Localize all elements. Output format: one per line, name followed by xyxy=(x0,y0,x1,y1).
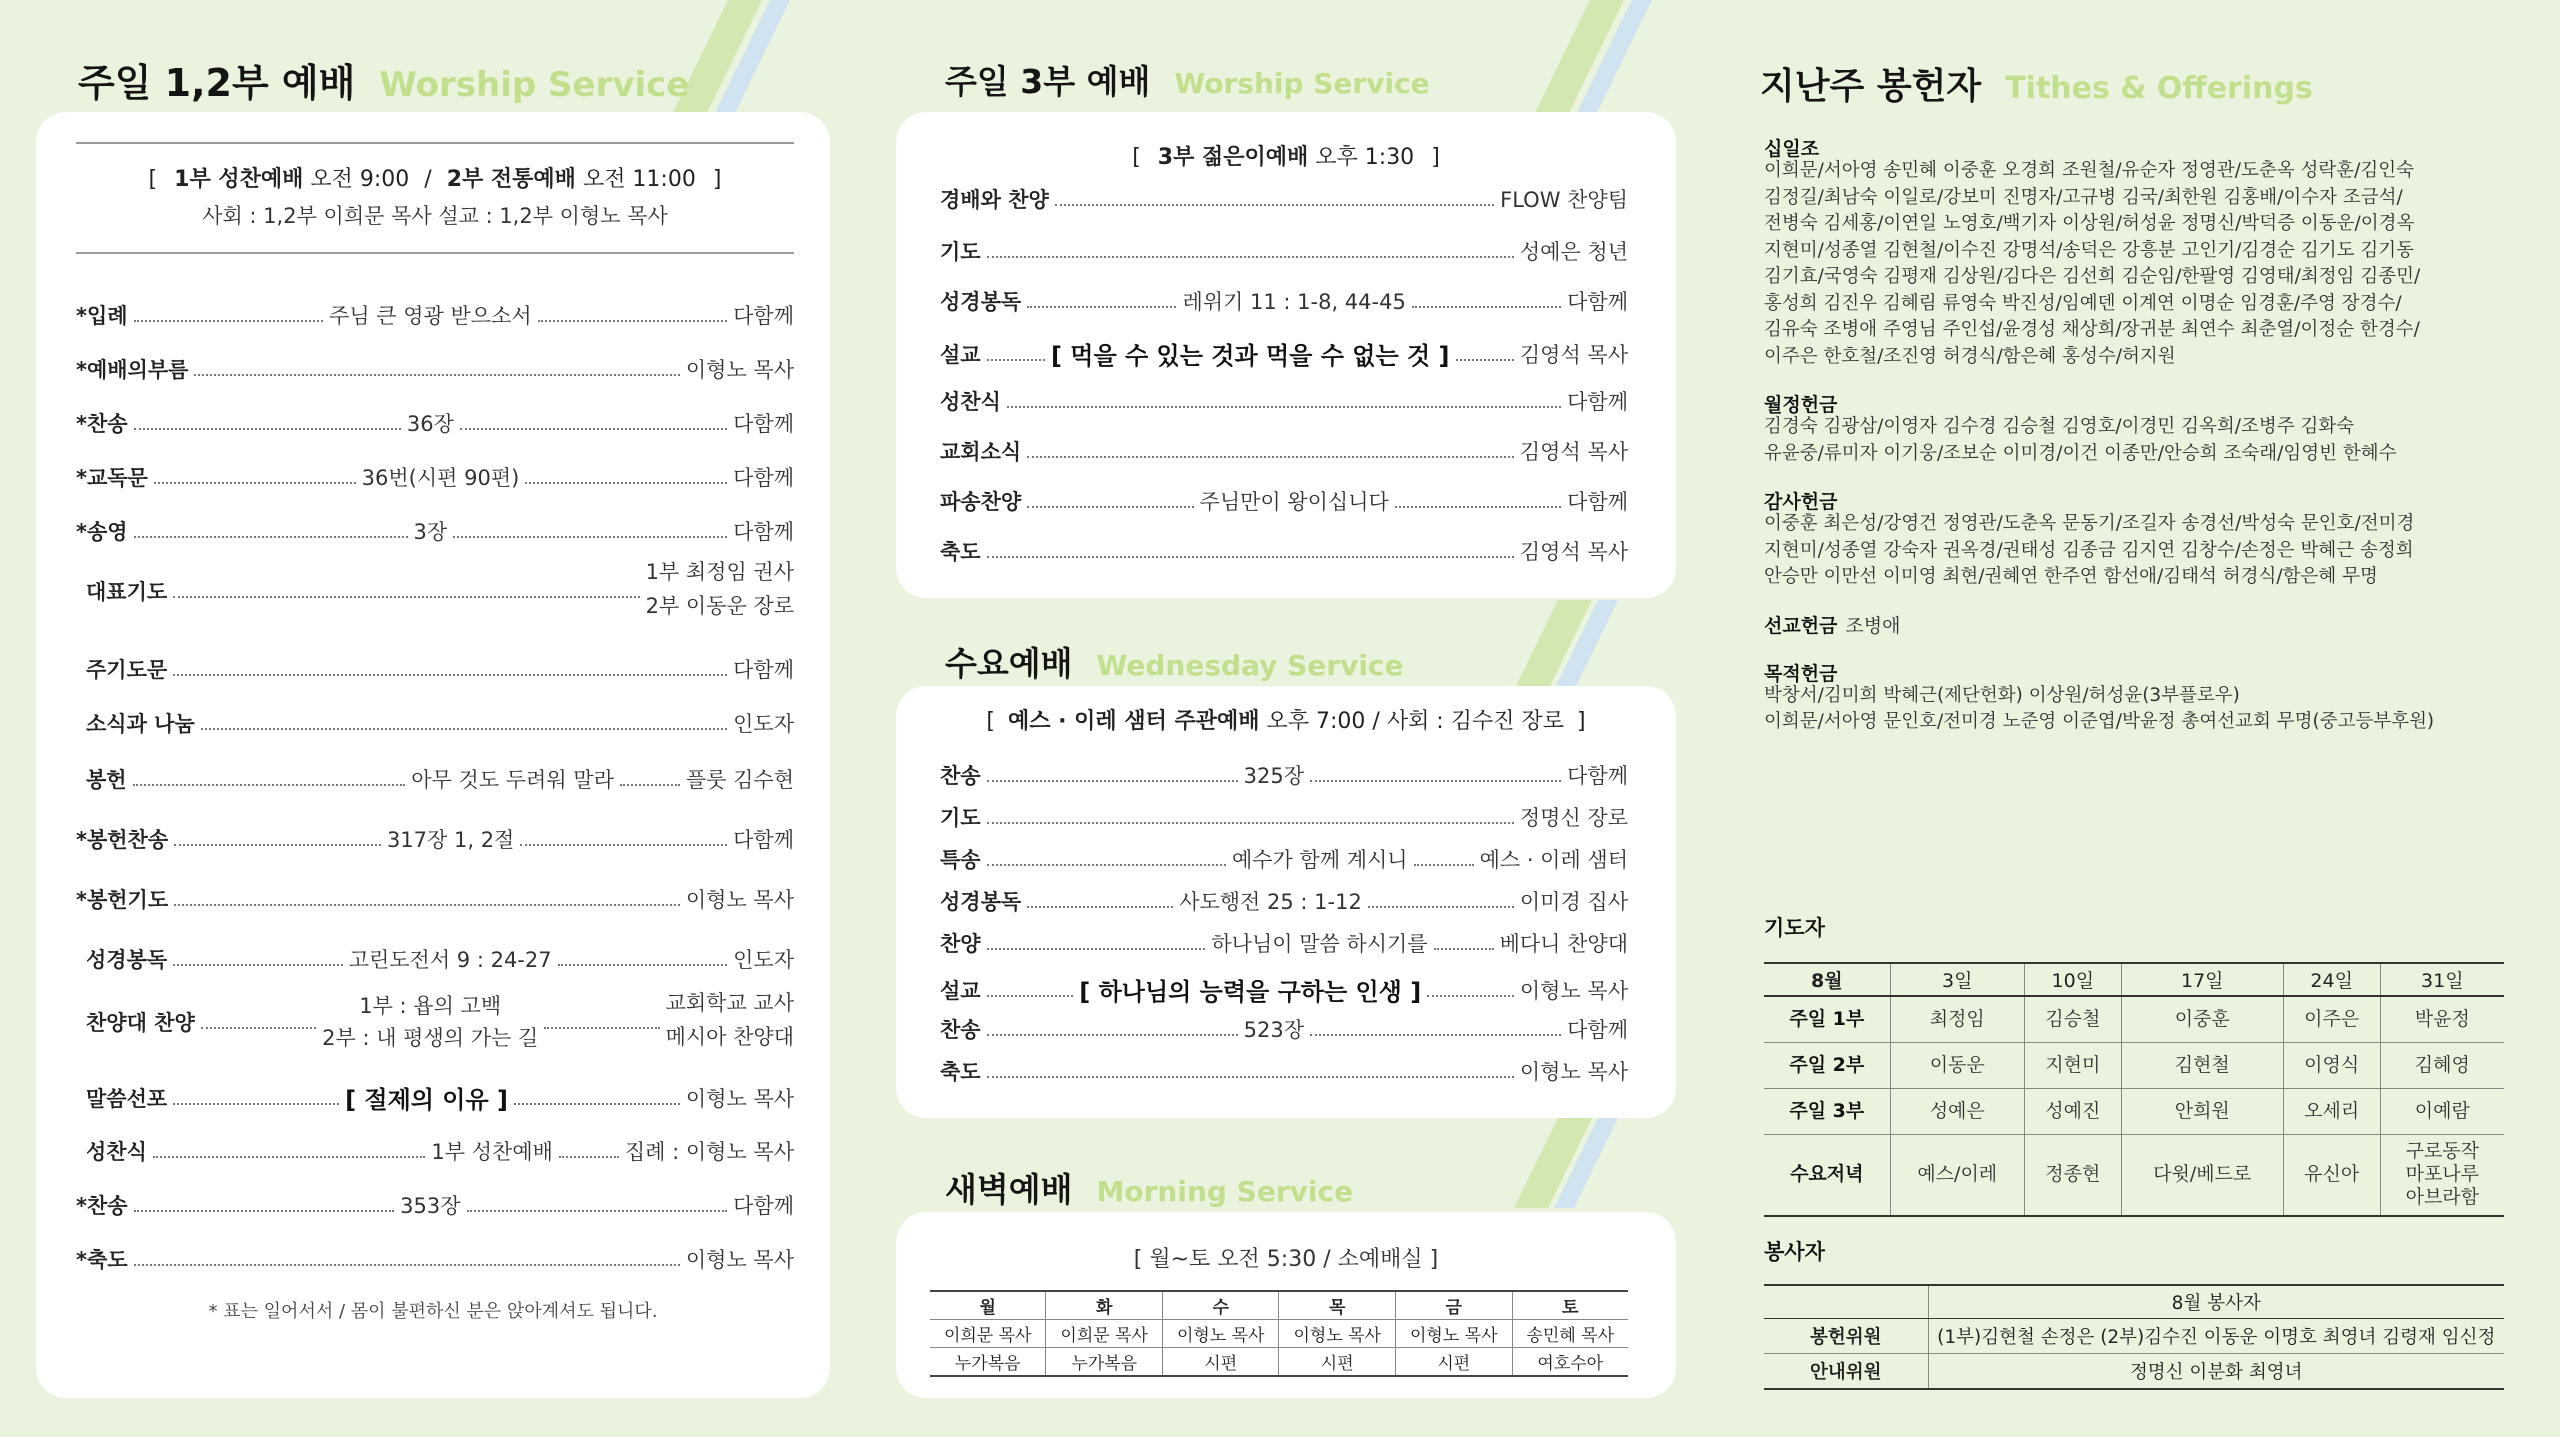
leader-dots xyxy=(467,1210,728,1212)
row-right-multi xyxy=(666,986,794,1054)
worship-row xyxy=(930,886,1628,916)
prayer-head-cell: 3일 xyxy=(1890,963,2024,996)
offering-line: 지현미/성종열 김현철/이수진 강명석/송덕은 강흥분 고인기/김경순 김기도 김기동 xyxy=(1764,239,2414,261)
dawn-cell: 시편 xyxy=(1279,1348,1396,1377)
dawn-cell: 이희문 목사 xyxy=(930,1320,1046,1348)
worship-row xyxy=(76,1190,794,1220)
title-en: Morning Service xyxy=(1096,1175,1354,1208)
offering-line: 김기효/국영숙 김평재 김상원/김다은 김선희 김순임/한팔영 김영태/최정임 김종민/ xyxy=(1764,266,2421,287)
offering-names xyxy=(1764,683,2544,736)
row-right: 이형노 목사 xyxy=(685,888,794,912)
row-mid-multi xyxy=(322,990,538,1054)
leader-dots xyxy=(174,844,381,846)
row-label: 찬양 xyxy=(940,932,981,956)
row-label: *교독문 xyxy=(76,466,148,490)
row-mid: 주님 큰 영광 받으소서 xyxy=(329,304,532,328)
leader-dots xyxy=(538,320,727,322)
row-label: 소식과 나눔 xyxy=(86,712,195,736)
prayer-cell: 오세리 xyxy=(2283,1088,2380,1134)
row-right-multi xyxy=(646,555,794,623)
leader-dots xyxy=(987,822,1514,824)
prayer-cell: 성예진 xyxy=(2024,1088,2121,1134)
prayer-cell: 이예람 xyxy=(2380,1088,2504,1134)
title-en: Wednesday Service xyxy=(1096,649,1404,682)
row-right: 다함께 xyxy=(733,1194,795,1218)
row-right: 다함께 xyxy=(1567,764,1628,788)
prayer-row xyxy=(1764,1042,2504,1088)
dawn-cell: 이형노 목사 xyxy=(1162,1320,1279,1348)
prayer-cell: 이영식 xyxy=(2283,1042,2380,1088)
row-right: 김영석 목사 xyxy=(1519,342,1628,367)
leader-dots xyxy=(520,844,727,846)
leader-dots xyxy=(1395,506,1561,508)
leader-dots xyxy=(134,320,323,322)
prayer-cell: 이동운 xyxy=(1890,1042,2024,1088)
row-label: 대표기도 xyxy=(86,580,168,604)
leader-dots xyxy=(174,904,680,906)
row-mid: 사도행전 25 : 1-12 xyxy=(1179,890,1362,914)
prayer-cell: 구로동작 마포나루 아브라함 xyxy=(2380,1134,2504,1216)
worship-row xyxy=(76,764,794,794)
title-ko: 수요예배 xyxy=(945,644,1073,683)
dawn-cell: 화 xyxy=(1046,1291,1163,1320)
offering-line: 이주은 한호철/조진영 허경식/함은혜 홍성수/허지원 xyxy=(1764,345,2176,367)
divider xyxy=(76,142,794,144)
leader-dots xyxy=(1027,456,1514,458)
worship-row xyxy=(76,654,794,684)
row-label: 성경봉독 xyxy=(940,290,1022,314)
leader-dots xyxy=(173,964,343,966)
row-label: 성경봉독 xyxy=(86,948,168,972)
row-right: 김영석 목사 xyxy=(1519,540,1628,564)
row-label: 찬송 xyxy=(940,764,981,788)
servers-caption: 8월 봉사자 xyxy=(1928,1285,2504,1319)
row-right: 플룻 김수현 xyxy=(685,768,794,792)
offering-names xyxy=(1764,414,2544,467)
row-right: 이미경 집사 xyxy=(1519,890,1628,914)
worship-row xyxy=(930,1014,1628,1044)
dawn-cell: 여호수아 xyxy=(1512,1348,1628,1377)
title-en: Tithes & Offerings xyxy=(2005,71,2313,106)
servers-row xyxy=(1764,1354,2504,1390)
row-label: *봉헌찬송 xyxy=(76,828,169,852)
offering-line: 김경숙 김광삼/이영자 김수경 김승철 김영호/이경민 김옥희/조병주 김화숙 xyxy=(1764,416,2355,437)
dawn-cell: 시편 xyxy=(1396,1348,1513,1377)
leader-dots xyxy=(987,864,1226,866)
worship-row xyxy=(930,972,1628,1007)
worship-row xyxy=(76,1080,794,1115)
leader-dots xyxy=(514,1103,680,1105)
dawn-cell: 누가복음 xyxy=(1046,1348,1163,1377)
row-label: 경배와 찬양 xyxy=(940,188,1049,212)
leader-dots xyxy=(544,1027,659,1029)
title-ko: 지난주 봉헌자 xyxy=(1760,66,1982,107)
worship-row xyxy=(930,236,1628,266)
prayer-cell: 수요저녁 xyxy=(1790,1163,1864,1186)
offering-line: 유윤중/류미자 이기웅/조보순 이미경/이건 이종만/안승희 조숙래/임영빈 한혜수 xyxy=(1764,442,2397,464)
worship-row xyxy=(930,760,1628,790)
prayer-cell: 주일 3부 xyxy=(1764,1088,1890,1134)
row-right: 다함께 xyxy=(1567,290,1628,314)
offering-heading: 선교헌금 조병애 xyxy=(1764,614,1901,637)
leader-dots xyxy=(173,596,639,598)
offering-line: 지현미/성종열 강숙자 권옥경/권태성 김종금 김지연 김창수/손정은 박혜근 송정희 xyxy=(1764,539,2414,561)
prayer-header-row xyxy=(1764,963,2504,996)
dawn-cell: 시편 xyxy=(1162,1348,1279,1377)
prayer-table xyxy=(1764,962,2504,1217)
row-mid: 3장 xyxy=(413,520,448,544)
row-right: 이형노 목사 xyxy=(685,1086,795,1111)
row-right-line: 1부 최정임 권사 xyxy=(645,560,794,584)
title-ko: 주일 3부 예배 xyxy=(945,62,1151,101)
offering-line: 이중훈 최은성/강영건 정영관/도춘옥 문동기/조길자 송경선/박성숙 문인호/전미경 xyxy=(1764,513,2415,534)
row-mid: 예수가 함께 계시니 xyxy=(1231,848,1408,872)
worship-row xyxy=(930,336,1628,371)
prayer-cell: 안희원 xyxy=(2121,1088,2283,1134)
dawn-cell: 수 xyxy=(1162,1291,1279,1320)
leader-dots xyxy=(987,359,1045,361)
title-en: Worship Service xyxy=(1174,67,1430,100)
offering-line: 전병숙 김세홍/이연일 노영호/백기자 이상원/허성윤 정명신/박덕증 이동운/이경옥 xyxy=(1764,213,2415,234)
row-mid: 317장 1, 2절 xyxy=(386,828,515,852)
prayer-cell: 성예은 xyxy=(1890,1088,2024,1134)
servers-title: 봉사자 xyxy=(1764,1240,1825,1264)
row-mid: 레위기 11 : 1-8, 44-45 xyxy=(1182,290,1406,314)
worship-row xyxy=(76,408,794,438)
row-right: 다함께 xyxy=(1567,490,1629,514)
prayer-row xyxy=(1764,996,2504,1042)
dawn-cell: 이형노 목사 xyxy=(1279,1320,1396,1348)
leader-dots xyxy=(1027,306,1176,308)
service-header: [ 예스 · 이레 샘터 주관예배 오후 7:00 / 사회 : 김수진 장로 ] xyxy=(986,709,1586,734)
row-label: 교회소식 xyxy=(940,440,1022,464)
row-mid: 325장 xyxy=(1243,764,1305,788)
leader-dots xyxy=(154,482,356,484)
row-label: 축도 xyxy=(940,1060,981,1084)
officiants: 사회 : 1,2부 이희문 목사 설교 : 1,2부 이형노 목사 xyxy=(202,204,668,228)
row-label: *송영 xyxy=(76,520,128,544)
row-label: *입례 xyxy=(76,304,128,328)
dawn-cell: 토 xyxy=(1512,1291,1628,1320)
dawn-row xyxy=(930,1348,1628,1377)
row-label: 축도 xyxy=(940,540,981,564)
prayer-cell: 김혜영 xyxy=(2380,1042,2504,1088)
servers-cell: 정명신 이분화 최영녀 xyxy=(1928,1354,2504,1390)
prayer-cell: 다윗/베드로 xyxy=(2121,1134,2283,1216)
servers-caption-row xyxy=(1764,1285,2504,1319)
prayer-cell: 박윤정 xyxy=(2380,996,2504,1042)
row-right: 집례 : 이형노 목사 xyxy=(624,1140,794,1164)
worship-row xyxy=(930,436,1628,466)
prayer-cell: 주일 2부 xyxy=(1764,1042,1890,1088)
row-label: 성경봉독 xyxy=(940,890,1022,914)
worship-row xyxy=(76,516,794,546)
prayer-head-cell: 24일 xyxy=(2283,963,2380,996)
prayer-cell: 최정임 xyxy=(1890,996,2024,1042)
row-mid: 353장 xyxy=(400,1194,461,1218)
row-mid: [ 먹을 수 있는 것과 먹을 수 없는 것 ] xyxy=(1050,342,1450,370)
row-right: 정명신 장로 xyxy=(1519,806,1628,830)
worship-row xyxy=(76,824,794,854)
leader-dots xyxy=(620,784,680,786)
prayer-cell: 예스/이레 xyxy=(1890,1134,2024,1216)
row-mid: 아무 것도 두려워 말라 xyxy=(411,768,614,792)
leader-dots xyxy=(1055,204,1494,206)
row-mid: 1부 성찬예배 xyxy=(431,1140,553,1164)
worship-row xyxy=(76,300,794,330)
servers-cell: 안내위원 xyxy=(1810,1362,1882,1383)
leader-dots xyxy=(525,482,727,484)
worship-row xyxy=(930,1056,1628,1086)
row-mid: 36장 xyxy=(406,412,454,436)
dawn-schedule-table xyxy=(930,1290,1628,1377)
row-right: 다함께 xyxy=(1567,390,1628,414)
prayer-cell: 주일 1부 xyxy=(1764,996,1890,1042)
worship-row xyxy=(930,928,1628,958)
worship-row xyxy=(930,536,1628,566)
worship-row xyxy=(76,884,794,914)
section-title-sunday12 xyxy=(78,52,689,107)
dawn-row xyxy=(930,1291,1628,1320)
row-mid: 주님만이 왕이십니다 xyxy=(1199,490,1389,514)
row-right: 이형노 목사 xyxy=(1519,1060,1628,1084)
offering-line: 이희문/서아영 송민혜 이중훈 오경희 조원철/유순자 정영관/도춘옥 성락훈/김인숙 xyxy=(1764,160,2414,181)
row-right-line: 메시아 찬양대 xyxy=(665,1025,795,1049)
leader-dots xyxy=(1412,306,1561,308)
servers-cell: 봉헌위원 xyxy=(1764,1319,1928,1354)
leader-dots xyxy=(1456,359,1514,361)
section-title-dawn xyxy=(945,1164,1353,1211)
offering-line: 김정길/최남숙 이일로/강보미 진명자/고규병 김국/최한원 김홍배/이수자 조금석/ xyxy=(1764,186,2403,208)
leader-dots xyxy=(987,1076,1514,1078)
leader-dots xyxy=(559,1156,619,1158)
leader-dots xyxy=(153,1156,426,1158)
row-label: 기도 xyxy=(940,240,981,264)
row-label: *봉헌기도 xyxy=(76,888,169,912)
row-label: 성찬식 xyxy=(940,390,1001,414)
dawn-row xyxy=(930,1320,1628,1348)
dawn-cell: 누가복음 xyxy=(954,1354,1021,1374)
row-label: *찬송 xyxy=(76,1194,128,1218)
row-right: FLOW 찬양팀 xyxy=(1500,188,1628,212)
worship-row xyxy=(930,486,1628,516)
leader-dots xyxy=(1414,864,1474,866)
leader-dots xyxy=(173,1103,339,1105)
worship-row xyxy=(76,1136,794,1166)
prayer-cell: 김승철 xyxy=(2024,996,2121,1042)
worship-row xyxy=(930,184,1628,214)
leader-dots xyxy=(173,674,727,676)
leader-dots xyxy=(194,374,679,376)
row-right: 예스 · 이레 샘터 xyxy=(1479,848,1628,872)
row-right: 이형노 목사 xyxy=(685,358,794,382)
row-label: *예배의부름 xyxy=(76,358,189,382)
row-label: 성찬식 xyxy=(86,1140,147,1164)
prayer-cell: 정종현 xyxy=(2024,1134,2121,1216)
offering-heading: 월정헌금 xyxy=(1764,394,1838,416)
leader-dots xyxy=(1007,406,1561,408)
row-right: 다함께 xyxy=(733,828,794,852)
row-mid: 523장 xyxy=(1243,1018,1305,1042)
divider xyxy=(76,252,794,254)
servers-caption-empty xyxy=(1764,1285,1928,1319)
offering-heading: 목적헌금 xyxy=(1764,662,1838,685)
servers-cell: (1부)김현철 손정은 (2부)김수진 이동운 이명호 최영녀 김령재 임신정 xyxy=(1928,1319,2504,1354)
leader-dots xyxy=(987,256,1514,258)
worship-row xyxy=(76,462,794,492)
row-label: 봉헌 xyxy=(86,768,127,792)
prayer-cell: 지현미 xyxy=(2024,1042,2121,1088)
row-label: 찬양대 찬양 xyxy=(86,1011,195,1035)
section-title-offerings xyxy=(1760,58,2313,109)
offering-heading: 십일조 xyxy=(1764,138,1820,160)
offering-inline: 조병애 xyxy=(1845,614,1901,637)
row-right: 다함께 xyxy=(733,466,795,490)
offering-line: 김유숙 조병애 주영님 주인섭/윤경성 채상희/장귀분 최연수 최춘열/이정순 한경수/ xyxy=(1764,319,2420,340)
leader-dots xyxy=(987,948,1206,950)
worship-row xyxy=(930,802,1628,832)
worship-row xyxy=(76,708,794,738)
row-right: 베다니 찬양대 xyxy=(1499,932,1628,956)
prayer-row xyxy=(1764,1088,2504,1134)
row-label: 파송찬양 xyxy=(940,490,1022,514)
offering-line: 홍성희 김진우 김혜림 류영숙 박진성/임예덴 이계연 이명순 임경훈/주영 장경수/ xyxy=(1764,292,2402,314)
leader-dots xyxy=(987,780,1238,782)
row-right: 다함께 xyxy=(733,412,794,436)
row-right: 성예은 청년 xyxy=(1519,240,1628,264)
prayer-head-cell: 8월 xyxy=(1764,963,1890,996)
dawn-cell: 월 xyxy=(930,1291,1046,1320)
title-en: Worship Service xyxy=(379,65,690,105)
leader-dots xyxy=(558,964,728,966)
row-right: 인도자 xyxy=(733,948,794,972)
row-label: 말씀선포 xyxy=(86,1086,168,1111)
leader-dots xyxy=(1310,780,1561,782)
row-mid: 고린도전서 9 : 24-27 xyxy=(348,948,552,972)
title-ko: 새벽예배 xyxy=(945,1170,1073,1209)
row-right: 다함께 xyxy=(733,304,794,328)
prayer-cell: 이중훈 xyxy=(2121,996,2283,1042)
leader-dots xyxy=(134,1264,680,1266)
dawn-cell: 송민혜 목사 xyxy=(1512,1320,1628,1348)
offering-names xyxy=(1764,511,2544,591)
row-label: 설교 xyxy=(940,342,981,367)
row-label: 설교 xyxy=(940,978,981,1003)
prayer-head-cell: 10일 xyxy=(2024,963,2121,996)
dawn-header: [ 월~토 오전 5:30 / 소예배실 ] xyxy=(1133,1247,1439,1272)
section-title-wednesday xyxy=(945,638,1404,685)
leader-dots xyxy=(1368,906,1514,908)
row-right: 김영석 목사 xyxy=(1519,440,1628,464)
row-right: 다함께 xyxy=(1567,1018,1628,1042)
leader-dots xyxy=(133,784,406,786)
row-right-line: 교회학교 교사 xyxy=(665,991,795,1015)
row-right: 다함께 xyxy=(733,658,794,682)
row-label: 주기도문 xyxy=(86,658,168,682)
footnote: * 표는 일어서서 / 몸이 불편하신 분은 앉아계셔도 됩니다. xyxy=(208,1301,658,1322)
prayer-cell: 유신아 xyxy=(2283,1134,2380,1216)
worship-row xyxy=(930,386,1628,416)
title-ko: 주일 1,2부 예배 xyxy=(78,61,356,105)
leader-dots xyxy=(134,536,408,538)
row-mid-line: 1부 : 욥의 고백 xyxy=(359,994,502,1018)
worship-row xyxy=(930,844,1628,874)
leader-dots xyxy=(134,1210,395,1212)
leader-dots xyxy=(201,1027,316,1029)
offering-line: 안승만 이만선 이미영 최현/권혜연 한주연 함선애/김태석 허경식/함은혜 무명 xyxy=(1764,566,2378,587)
leader-dots xyxy=(453,536,727,538)
leader-dots xyxy=(1027,506,1193,508)
service-header: [ 1부 성찬예배 오전 9:00 / 2부 전통예배 오전 11:00 ] xyxy=(148,167,722,192)
row-right: 이형노 목사 xyxy=(685,1248,794,1272)
leader-dots xyxy=(987,1034,1238,1036)
dawn-cell: 이형노 목사 xyxy=(1396,1320,1513,1348)
row-label: 찬송 xyxy=(940,1018,981,1042)
dawn-cell: 이희문 목사 xyxy=(1046,1320,1163,1348)
row-label: *축도 xyxy=(76,1248,128,1272)
worship-row xyxy=(76,354,794,384)
row-right: 인도자 xyxy=(733,712,794,736)
row-right-line: 2부 이동운 장로 xyxy=(645,594,794,618)
leader-dots xyxy=(1434,948,1494,950)
offering-names xyxy=(1764,158,2544,370)
row-label: 기도 xyxy=(940,806,981,830)
row-mid: [ 하나님의 능력을 구하는 인생 ] xyxy=(1079,978,1422,1006)
dawn-cell: 목 xyxy=(1279,1291,1396,1320)
leader-dots xyxy=(460,428,727,430)
row-mid-line: 2부 : 내 평생의 가는 길 xyxy=(322,1026,539,1050)
offering-line: 이희문/서아영 문인호/전미경 노준영 이준엽/박윤정 총여선교회 무명(중고등부후원) xyxy=(1764,711,2435,732)
row-right: 이형노 목사 xyxy=(1519,978,1628,1003)
service-header: [ 3부 젊은이예배 오후 1:30 ] xyxy=(1132,145,1440,170)
row-right: 다함께 xyxy=(733,520,795,544)
leader-dots xyxy=(1310,1034,1561,1036)
prayer-title: 기도자 xyxy=(1764,916,1825,940)
worship-row xyxy=(930,286,1628,316)
prayer-row xyxy=(1764,1134,2504,1216)
leader-dots xyxy=(1427,995,1514,997)
prayer-cell: 김현철 xyxy=(2121,1042,2283,1088)
dawn-cell: 금 xyxy=(1396,1291,1513,1320)
offering-line: 박창서/김미희 박혜근(제단헌화) 이상원/허성윤(3부플로우) xyxy=(1764,684,2240,706)
worship-row xyxy=(76,1244,794,1274)
leader-dots xyxy=(201,728,727,730)
leader-dots xyxy=(987,556,1514,558)
row-mid: [ 절제의 이유 ] xyxy=(345,1086,508,1114)
prayer-head-cell: 17일 xyxy=(2121,963,2283,996)
servers-table xyxy=(1764,1284,2504,1390)
row-label: *찬송 xyxy=(76,412,128,436)
prayer-cell: 이주은 xyxy=(2283,996,2380,1042)
prayer-head-cell: 31일 xyxy=(2380,963,2504,996)
leader-dots xyxy=(134,428,401,430)
section-title-sunday3 xyxy=(945,56,1430,103)
row-mid: 하나님이 말씀 하시기를 xyxy=(1211,932,1428,956)
row-label: 특송 xyxy=(940,848,981,872)
servers-row xyxy=(1764,1319,2504,1354)
worship-row xyxy=(76,944,794,974)
worship-row xyxy=(76,990,794,1054)
offering-heading: 감사헌금 xyxy=(1764,491,1838,513)
worship-row xyxy=(76,559,794,623)
leader-dots xyxy=(987,995,1074,997)
row-mid: 36번(시편 90편) xyxy=(361,466,520,490)
leader-dots xyxy=(1027,906,1173,908)
